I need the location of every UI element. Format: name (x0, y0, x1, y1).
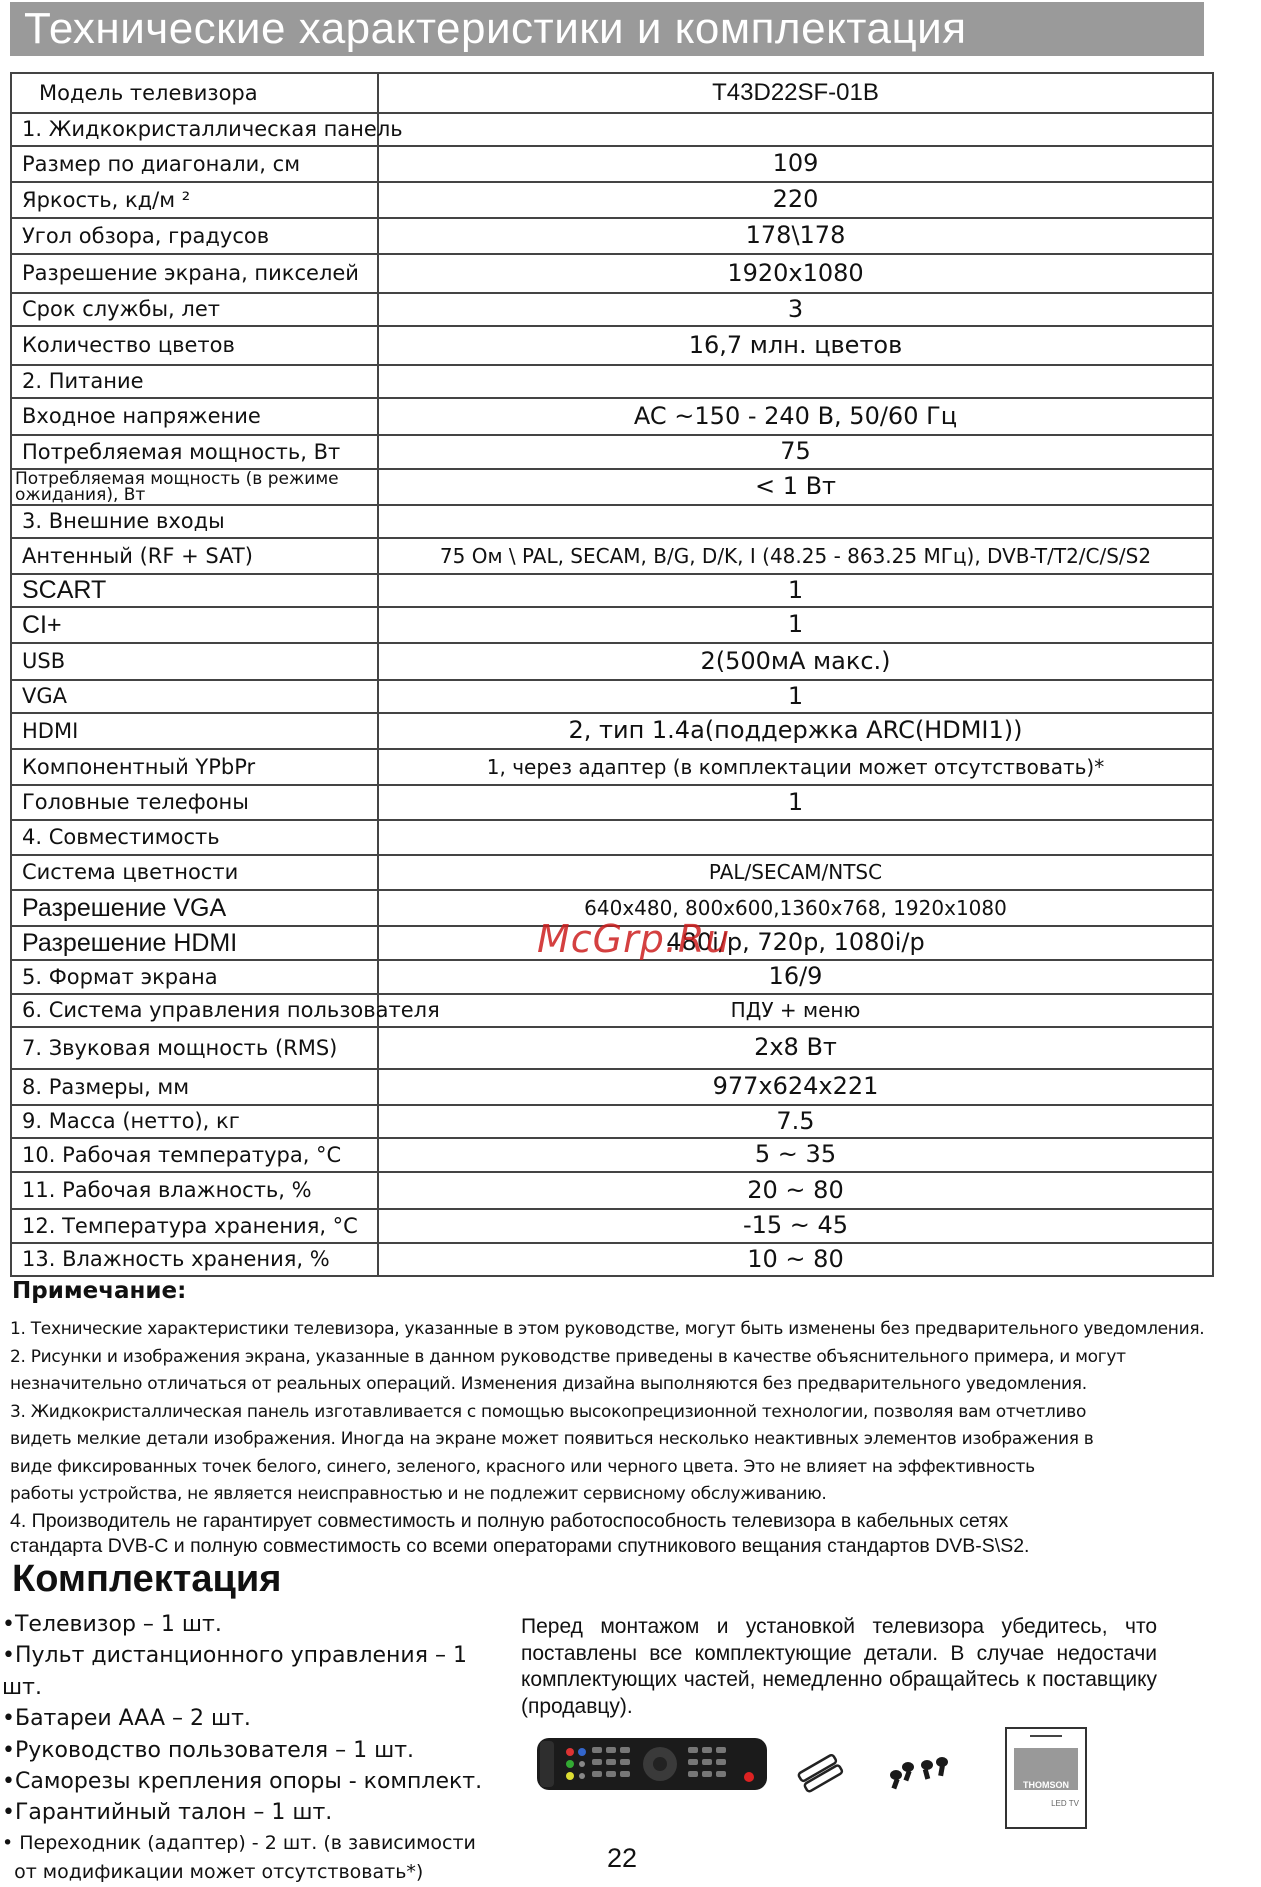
screws-icon (890, 1757, 948, 1789)
spec-row (11, 1209, 1213, 1243)
spec-label: 2. Питание (11, 365, 378, 398)
spec-value (378, 113, 1213, 146)
kit-title: Комплектация (12, 1558, 282, 1600)
spec-row (11, 607, 1213, 643)
spec-row (11, 326, 1213, 365)
spec-value: 1 (378, 574, 1213, 607)
spec-value: 2(500мА макс.) (378, 643, 1213, 680)
spec-value: 16,7 млн. цветов (378, 326, 1213, 365)
note-3c: виде фиксированных точек белого, синего, зеленого, красного или черного цвета. Это не влияет на эффективность (10, 1456, 1035, 1477)
kit-item: от модификации может отсутствовать*) (2, 1860, 424, 1883)
spec-row (11, 365, 1213, 398)
spec-label: 12. Температура хранения, °C (11, 1209, 378, 1243)
spec-row (11, 435, 1213, 469)
spec-row (11, 293, 1213, 326)
spec-label: Компонентный YPbPr (11, 749, 378, 785)
spec-label: USB (11, 643, 378, 680)
spec-value (378, 505, 1213, 538)
spec-label: 5. Формат экрана (11, 960, 378, 994)
kit-item: • Переходник (адаптер) - 2 шт. (в зависимости (2, 1831, 476, 1854)
spec-value: 1 (378, 785, 1213, 820)
note-4b: стандарта DVB-C и полную совместимость со всеми операторами спутникового вещания стандартов DVB-S\S2. (10, 1534, 1030, 1557)
kit-list (2, 1609, 502, 1887)
model-value: T43D22SF-01B (378, 73, 1213, 113)
model-label: Модель телевизора (11, 73, 378, 113)
spec-label: VGA (11, 680, 378, 713)
spec-table (10, 72, 1214, 1277)
spec-row (11, 182, 1213, 218)
spec-label: 8. Размеры, мм (11, 1069, 378, 1105)
note-3b: видеть мелкие детали изображения. Иногда на экране может появиться несколько неактивных элементов изображения в (10, 1429, 1094, 1449)
kit-item: •Руководство пользователя – 1 шт. (2, 1737, 415, 1763)
spec-label: Система цветности (11, 855, 378, 890)
spec-label: 10. Рабочая температура, °C (11, 1138, 378, 1172)
spec-label: Потребляемая мощность, Вт (11, 435, 378, 469)
spec-value: 75 (378, 435, 1213, 469)
spec-row (11, 398, 1213, 435)
spec-row (11, 1105, 1213, 1138)
spec-label: Потребляемая мощность (в режиме ожидания), Вт (11, 469, 378, 505)
kit-item: •Пульт дистанционного управления – 1 шт. (2, 1643, 467, 1700)
user-manual-icon (1006, 1728, 1086, 1828)
spec-value: 10 ~ 80 (378, 1243, 1213, 1276)
spec-row (11, 146, 1213, 182)
spec-label: Угол обзора, градусов (11, 218, 378, 254)
spec-label: Разрешение HDMI (11, 926, 378, 960)
spec-value: 220 (378, 182, 1213, 218)
spec-label: Разрешение VGA (11, 890, 378, 926)
remote-control-icon (537, 1738, 767, 1790)
note-3d: работы устройства, не является неисправностью и не подлежит сервисному обслуживанию. (10, 1484, 827, 1504)
spec-label: Яркость, кд/м ² (11, 182, 378, 218)
spec-label: Антенный (RF + SAT) (11, 538, 378, 574)
note-3a: 3. Жидкокристаллическая панель изготавливается с помощью высокопрецизионной технологии, позволяя вам отчетливо (10, 1401, 1087, 1422)
spec-value: 2, тип 1.4a(поддержка ARC(HDMI1)) (378, 713, 1213, 749)
spec-value: 640x480, 800x600,1360x768, 1920x1080 (378, 890, 1213, 926)
spec-value (378, 365, 1213, 398)
spec-row (11, 643, 1213, 680)
page-number: 22 (607, 1843, 638, 1873)
spec-value: ПДУ + меню (378, 994, 1213, 1027)
kit-item: •Саморезы крепления опоры - комплект. (2, 1769, 483, 1795)
kit-note: Перед монтажом и установкой телевизора убедитесь, что поставлены все комплектующие детали. В случае недостачи комплектующих частей, немедленно обращайтесь к поставщику (продавцу). (521, 1615, 1157, 1718)
spec-row (11, 820, 1213, 855)
spec-row (11, 1138, 1213, 1172)
batteries-icon (798, 1754, 843, 1792)
spec-label: 13. Влажность хранения, % (11, 1243, 378, 1276)
spec-label: 1. Жидкокристаллическая панель (11, 113, 378, 146)
spec-label: SCART (11, 574, 378, 607)
spec-value: 2x8 Вт (378, 1027, 1213, 1069)
spec-value: -15 ~ 45 (378, 1209, 1213, 1243)
spec-value: 1 (378, 680, 1213, 713)
spec-value: 75 Ом \ PAL, SECAM, B/G, D/K, I (48.25 - 863.25 МГц), DVB-T/T2/C/S/S2 (378, 538, 1213, 574)
notes-title: Примечание: (12, 1278, 187, 1304)
spec-value: 16/9 (378, 960, 1213, 994)
spec-value: 1, через адаптер (в комплектации может отсутствовать)* (378, 749, 1213, 785)
spec-value: 1 (378, 607, 1213, 643)
spec-row (11, 1027, 1213, 1069)
watermark: McGrp.Ru (537, 917, 731, 961)
spec-row (11, 960, 1213, 994)
spec-row (11, 749, 1213, 785)
spec-label: Размер по диагонали, см (11, 146, 378, 182)
spec-value: 480i/p, 720p, 1080i/p (378, 926, 1213, 960)
spec-value: 3 (378, 293, 1213, 326)
spec-value: 1920x1080 (378, 254, 1213, 293)
note-2b: незначительно отличаться от реальных операций. Изменения дизайна выполняются без предварительного уведомления. (10, 1374, 1087, 1394)
spec-label: HDMI (11, 713, 378, 749)
spec-value (378, 820, 1213, 855)
spec-row (11, 713, 1213, 749)
spec-row (11, 505, 1213, 538)
spec-row-model (11, 73, 1213, 113)
spec-value: 5 ~ 35 (378, 1138, 1213, 1172)
spec-row (11, 994, 1213, 1027)
spec-value: 109 (378, 146, 1213, 182)
spec-label: Головные телефоны (11, 785, 378, 820)
spec-label: 11. Рабочая влажность, % (11, 1172, 378, 1209)
spec-label: 9. Масса (нетто), кг (11, 1105, 378, 1138)
spec-row (11, 574, 1213, 607)
note-2a: 2. Рисунки и изображения экрана, указанные в данном руководстве приведены в качестве объяснительного примера, и могут (10, 1346, 1126, 1367)
spec-label: 7. Звуковая мощность (RMS) (11, 1027, 378, 1069)
spec-row (11, 680, 1213, 713)
spec-label: Разрешение экрана, пикселей (11, 254, 378, 293)
spec-value: 977x624x221 (378, 1069, 1213, 1105)
spec-row (11, 469, 1213, 505)
spec-row (11, 1172, 1213, 1209)
manual-brand: THOMSON (1023, 1780, 1069, 1790)
spec-label: 4. Совместимость (11, 820, 378, 855)
spec-value: PAL/SECAM/NTSC (378, 855, 1213, 890)
spec-row (11, 218, 1213, 254)
spec-value: 20 ~ 80 (378, 1172, 1213, 1209)
kit-item: •Гарантийный талон – 1 шт. (2, 1800, 333, 1826)
spec-label: 3. Внешние входы (11, 505, 378, 538)
spec-row (11, 1243, 1213, 1276)
note-1: 1. Технические характеристики телевизора, указанные в этом руководстве, могут быть изменены без предварительного уведомления. (10, 1319, 1205, 1339)
spec-value: 178\178 (378, 218, 1213, 254)
spec-label: Срок службы, лет (11, 293, 378, 326)
spec-row (11, 785, 1213, 820)
spec-label: 6. Система управления пользователя (11, 994, 378, 1027)
spec-row (11, 538, 1213, 574)
kit-item: •Телевизор – 1 шт. (2, 1612, 222, 1637)
note-4a: 4. Производитель не гарантирует совместимость и полную работоспособность телевизора в кабельных сетях (10, 1509, 1009, 1532)
spec-row (11, 113, 1213, 146)
spec-label: CI+ (11, 607, 378, 643)
notes-block (10, 1316, 1210, 1559)
spec-row (11, 1069, 1213, 1105)
manual-caption: LED TV (1051, 1799, 1079, 1808)
spec-row (11, 855, 1213, 890)
spec-value: < 1 Вт (378, 469, 1213, 505)
spec-label: Количество цветов (11, 326, 378, 365)
kit-illustrations (530, 1724, 1090, 1834)
page-title-banner: Технические характеристики и комплектация (10, 2, 1204, 56)
kit-item: •Батареи AAA – 2 шт. (2, 1706, 251, 1732)
spec-label: Входное напряжение (11, 398, 378, 435)
spec-row (11, 254, 1213, 293)
spec-value: AC ~150 - 240 В, 50/60 Гц (378, 398, 1213, 435)
spec-value: 7.5 (378, 1105, 1213, 1138)
